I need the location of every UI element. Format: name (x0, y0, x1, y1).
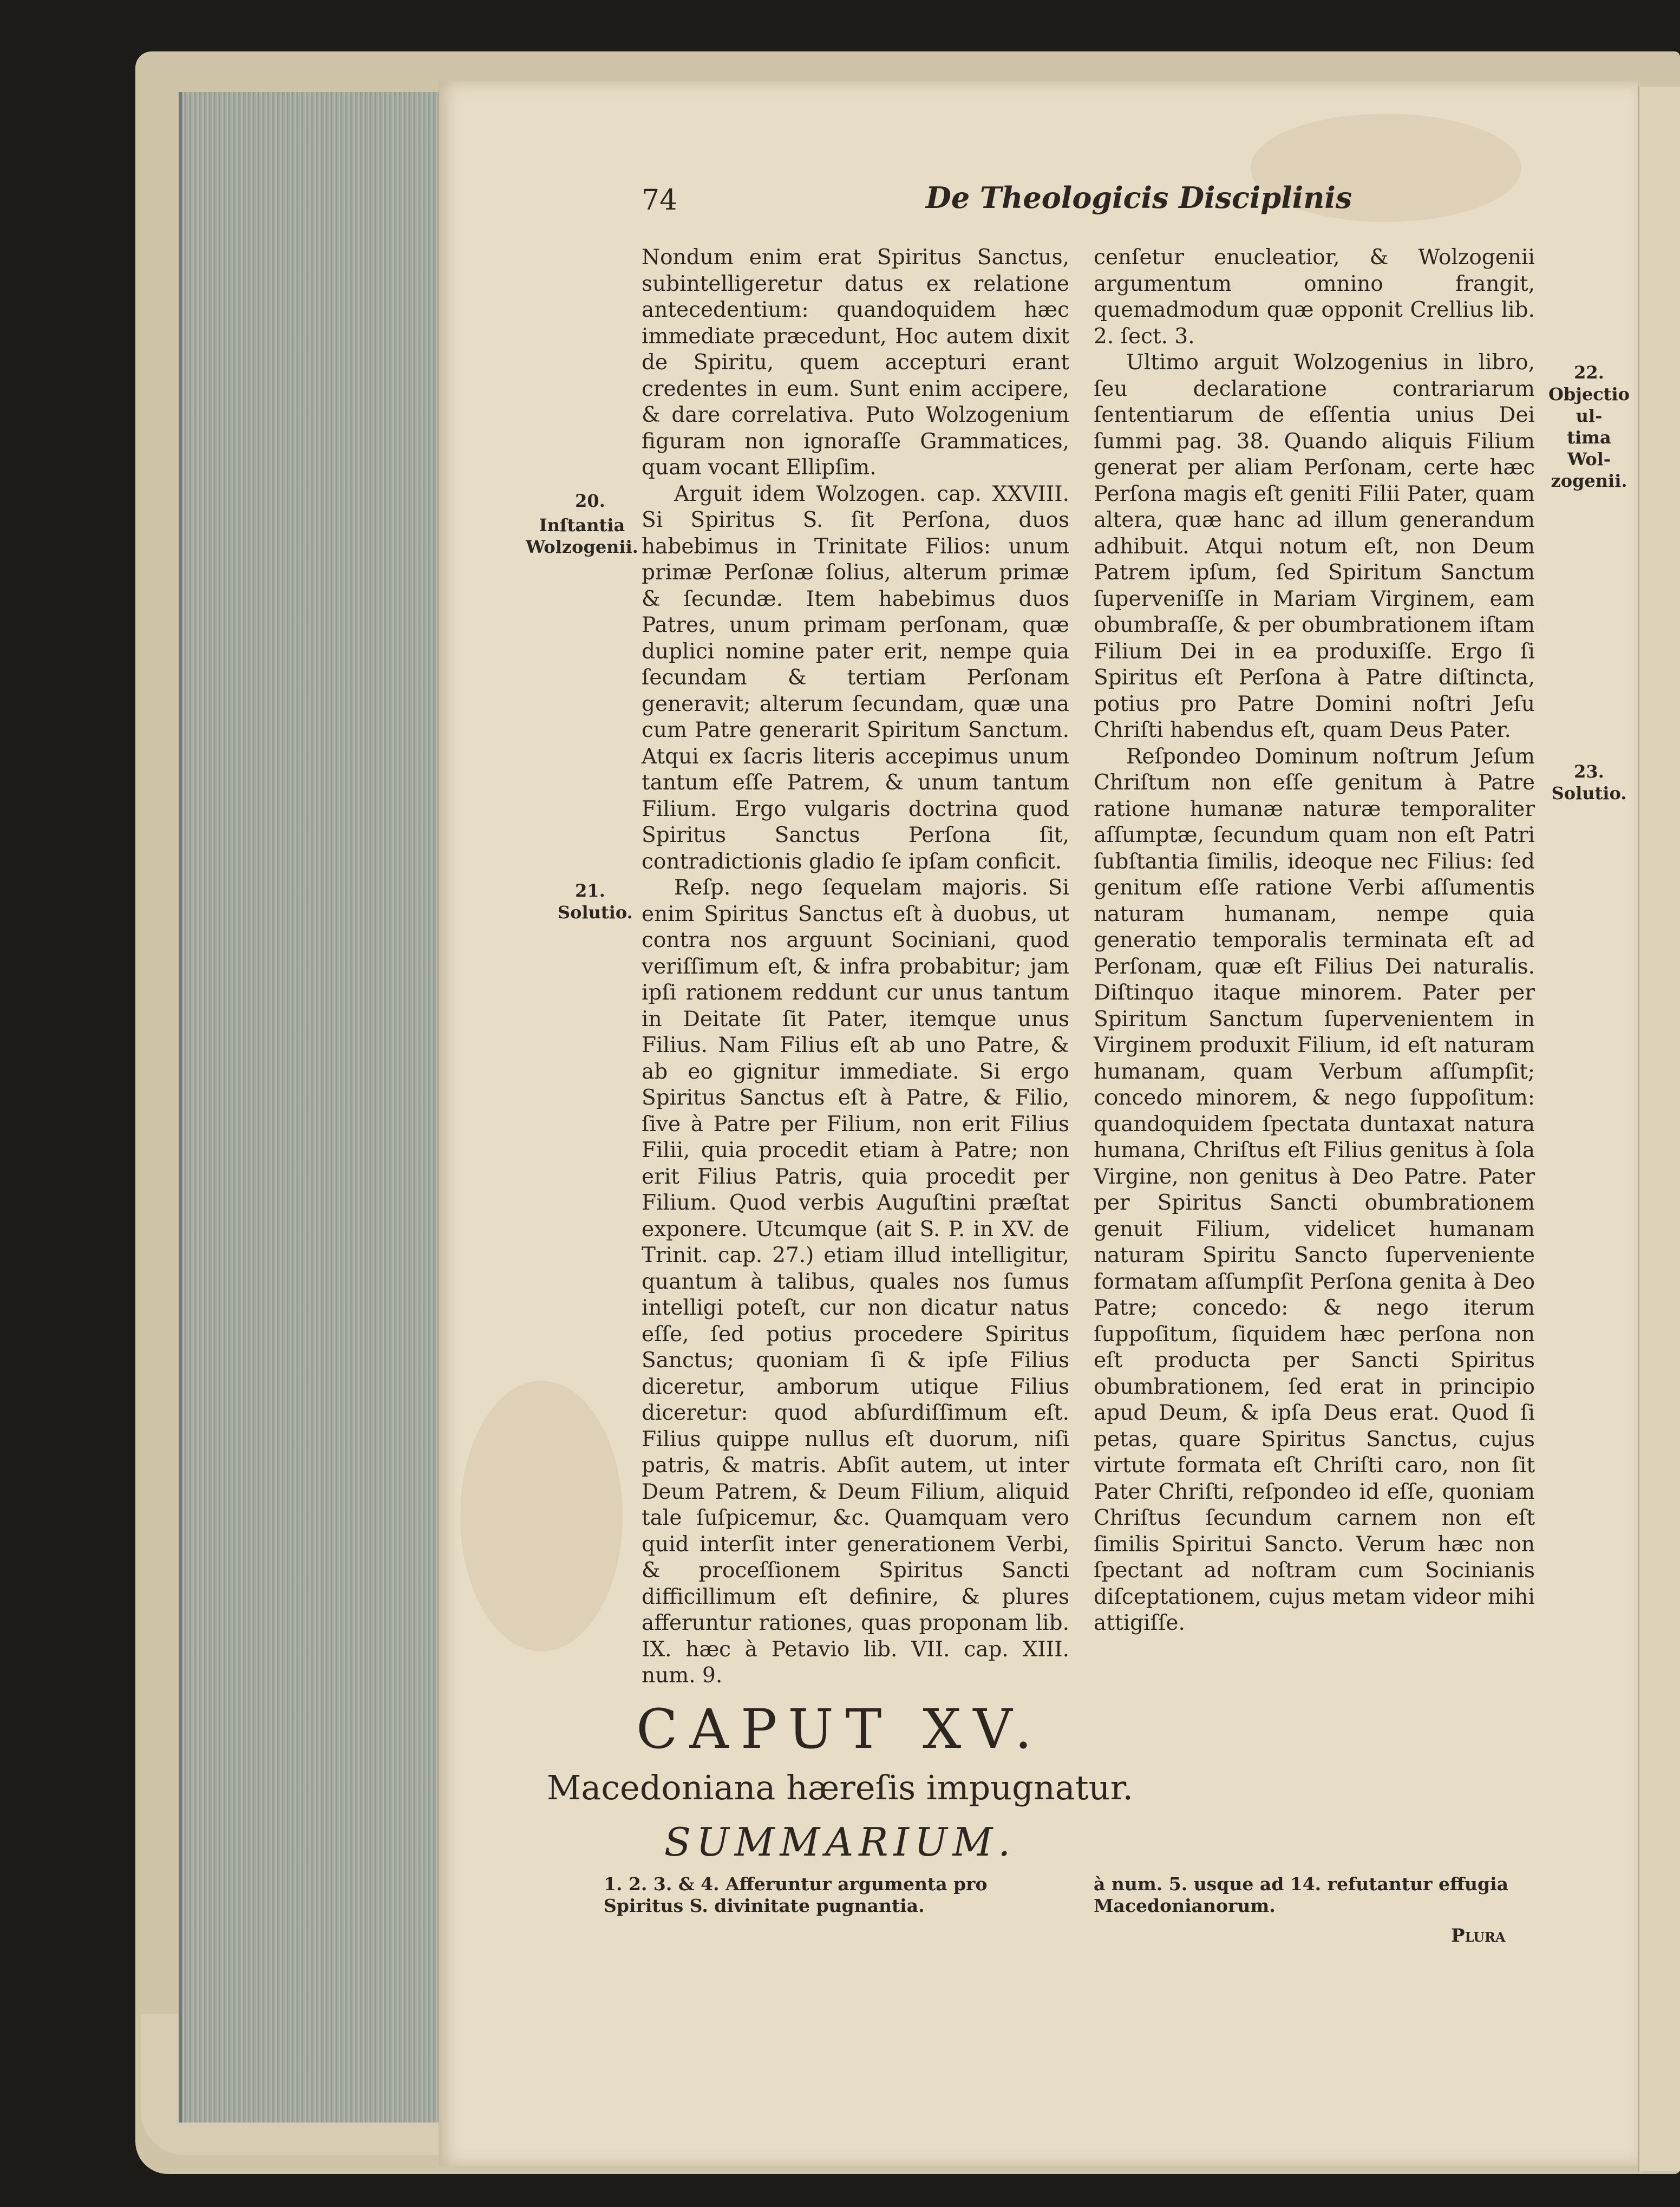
margin-note-number: 23. (1574, 761, 1604, 782)
page-stack-edge (179, 92, 442, 2123)
summary-entry-left: 1. 2. 3. & 4. Afferuntur argumenta pro Spiritus S. divinitate pugnantia. (604, 1873, 988, 1916)
right-column (1094, 245, 1535, 1637)
margin-note-22 (1543, 362, 1635, 492)
margin-note-number: 20. (575, 491, 605, 511)
margin-note-line: tima Wol- (1567, 427, 1611, 469)
margin-note-line: Inſtantia (539, 515, 625, 536)
paragraph: Nondum enim erat Spiritus Sanctus, subintelligeretur datus ex relatione antecedentium: quandoquidem hæc immediate præcedunt, Hoc autem dixit de Spiritu, quem accepturi erant credentes in eum. Sunt enim accipere, & dare correlativa. Puto Wolzogenium figuram non ignoraſſe Grammatices, quam vocant Ellipſim. (642, 245, 1069, 480)
paragraph: Reſp. nego ſequelam majoris. Si enim Spiritus Sanctus eſt à duobus, ut contra nos arguunt Sociniani, quod veriſſimum eſt, & infra probabitur; jam ipſi rationem reddunt cur unus tantum in Deitate ſit Pater, itemque unus Filius. Nam Filius eſt ab uno Patre, & ab eo gignitur immediate. Si ergo Spiritus Sanctus eſt à Patre, & Filio, ſive à Patre per Filium, non erit Filius Filii, quia procedit etiam à Patre; non erit Filius Patris, quia procedit per Filium. Quod verbis Auguſtini præſtat exponere. Utcumque (ait S. P. in XV. de Trinit. cap. 27.) etiam illud intelligitur, quantum à talibus, quales nos ſumus intelligi poteſt, cur non dicatur natus eſſe, ſed potius procedere Spiritus Sanctus; quoniam ſi & ipſe Filius diceretur, amborum utique Filius diceretur: quod abſurdiſſimum eſt. Filius quippe nullus eſt duorum, niſi patris, & matris. Abſit autem, ut inter Deum Patrem, & Deum Filium, aliquid tale ſuſpicemur, &c. Quamquam vero quid interſit inter generationem Verbi, & proceſſionem Spiritus Sancti difficillimum eſt definire, & plures afferuntur rationes, quas proponam lib. IX. hæc à Petavio lib. VII. cap. XIII. num. 9. (642, 876, 1069, 1688)
left-column (642, 245, 1069, 1689)
margin-note-line: Objectio ul- (1548, 384, 1630, 426)
margin-note-20 (558, 490, 623, 512)
summary-entry-right: à num. 5. usque ad 14. refutantur effugia Macedonianorum. (1094, 1873, 1509, 1916)
margin-note-21 (558, 880, 633, 923)
margin-note-line: Solutio. (558, 902, 633, 923)
margin-note-line: Solutio. (1551, 783, 1627, 804)
paragraph: Arguit idem Wolzogen. cap. XXVIII. Si Spiritus S. ſit Perſona, duos habebimus in Trinitate Filios: unum primæ Perſonæ ſolius, alterum primæ & ſecundæ. Item habebimus duos Patres, unum primam perſonam, quæ duplici nomine pater erit, nempe quia ſecundam & tertiam Perſonam generavit; alterum ſecundam, quæ una cum Patre generarit Spiritum Sanctum. Atqui ex ſacris literis accepimus unum tantum eſſe Patrem, & unum tantum Filium. Ergo vulgaris doctrina quod Spiritus Sanctus Perſona ſit, contradictionis gladio ſe ipſam conficit. (642, 481, 1069, 874)
chapter-title: CAPUT XV. (636, 1697, 1044, 1761)
margin-note-number: 21. (575, 880, 605, 901)
summary-heading: SUMMARIUM. (664, 1819, 1016, 1865)
page-number: 74 (642, 184, 678, 217)
paragraph: cenſetur enucleatior, & Wolzogenii argumentum omnino frangit, quemadmodum quæ opponit Crellius lib. 2. ſect. 3. (1094, 245, 1535, 349)
margin-note-line: Wolzogenii. (526, 537, 638, 557)
margin-note-20-text (522, 514, 642, 558)
margin-note-line: zogenii. (1551, 471, 1627, 491)
catchword: Plura (1451, 1925, 1506, 1947)
chapter-subtitle: Macedoniana hæreſis impugnatur. (546, 1768, 1134, 1807)
margin-note-number: 22. (1574, 362, 1604, 383)
paragraph: Reſpondeo Dominum noſtrum Jeſum Chriſtum non eſſe genitum à Patre ratione humanæ naturæ temporaliter aſſumptæ, ſecundum quam non eſt Patri ſubſtantia ſimilis, ideoque nec Filius: ſed genitum eſſe ratione Verbi aſſumentis naturam humanam, nempe quia generatio temporalis terminata eſt ad Perſonam, quæ eſt Filius Dei naturalis. Diſtinquo itaque minorem. Pater per Spiritum Sanctum ſupervenientem in Virginem produxit Filium, id eſt naturam humanam, quam Verbum aſſumpſit; concedo minorem, & nego ſuppoſitum: quandoquidem ſpectata duntaxat natura humana, Chriſtus eſt Filius genitus à ſola Virgine, non genitus à Deo Patre. Pater per Spiritus Sancti obumbrationem genuit Filium, videlicet humanam naturam Spiritu Sancto ſuperveniente formatam aſſumpſit Perſona genita à Deo Patre; concedo: & nego iterum ſuppoſitum, ſiquidem hæc perſona non eſt producta per Sancti Spiritus obumbrationem, ſed erat in principio apud Deum, & ipſa Deus erat. Quod ſi petas, quare Spiritus Sanctus, cujus virtute formata eſt Chriſti caro, non ſit Pater Chriſti, reſpondeo id eſſe, quoniam Chriſtus ſecundum carnem non eſt ſimilis Spiritui Sancto. Verum hæc non ſpectant ad noſtram cum Socinianis diſceptationem, cujus metam videor mihi attigiſſe. (1094, 744, 1535, 1635)
paper-stain (460, 1381, 623, 1651)
paragraph: Ultimo arguit Wolzogenius in libro, ſeu declaratione contrariarum ſententiarum de eſſentia unius Dei ſummi pag. 38. Quando aliquis Filium generat per aliam Perſonam, certe hæc Perſona magis eſt geniti Filii Pater, quam altera, quæ hanc ad illum generandum adhibuit. Atqui notum eſt, non Deum Patrem ipſum, ſed Spiritum Sanctum ſuperveniſſe in Mariam Virginem, eam obumbraſſe, & per obumbrationem iſtam Filium Dei in ea produxiſſe. Ergo ſi Spiritus eſt Perſona à Patre diſtincta, potius pro Patre Domini noſtri Jeſu Chriſti habendus eſt, quam Deus Pater. (1094, 350, 1535, 742)
running-title: De Theologicis Disciplinis (926, 180, 1352, 215)
margin-note-23 (1543, 761, 1635, 804)
